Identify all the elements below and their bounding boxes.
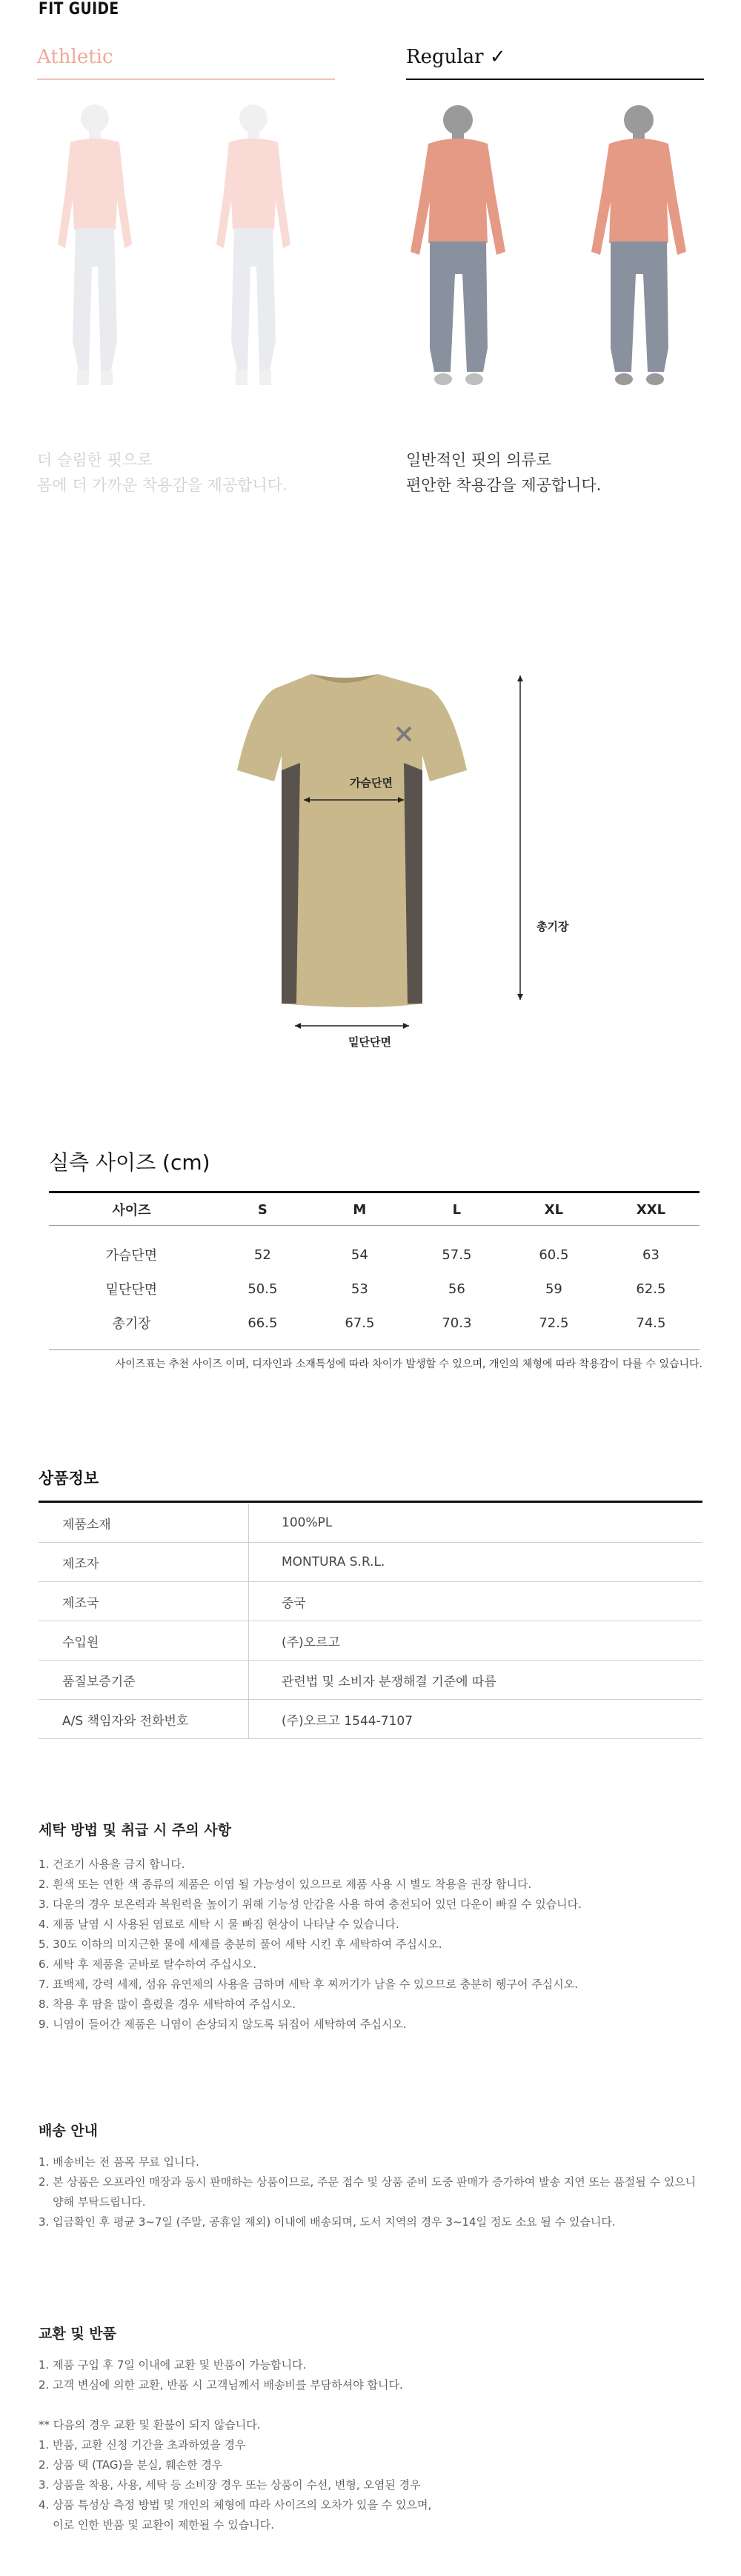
delivery-list: [39, 2152, 696, 2232]
regular-description: 일반적인 핏의 의류로 편안한 착용감을 제공합니다.: [406, 451, 602, 494]
list-item: 1. 제품 구입 후 7일 이내에 교환 및 반품이 가능합니다.: [39, 2358, 307, 2372]
fit-guide-title: FIT GUIDE: [39, 0, 119, 19]
size-header-cell: S: [257, 1201, 268, 1218]
delivery-title: 배송 안내: [39, 2123, 99, 2139]
washing-title: 세탁 방법 및 취급 시 주의 사항: [39, 1822, 231, 1838]
size-header-cell: 사이즈: [112, 1203, 151, 1218]
list-item: 3. 다운의 경우 보온력과 복원력을 높이기 위해 기능성 안감을 사용 하여 충전되어 있던 다운이 빠질 수 있습니다.: [39, 1898, 582, 1911]
table-row: 제품소재 100%PL: [39, 1504, 702, 1543]
size-chart-table: [49, 1194, 700, 1340]
list-item: 3. 상품을 착용, 사용, 세탁 등 소비장 경우 또는 상품이 수선, 변형, 오염된 경우: [39, 2478, 421, 2492]
list-item: 1. 건조기 사용을 금지 합니다.: [39, 1858, 185, 1871]
list-item: 양해 부탁드립니다.: [39, 2195, 146, 2209]
list-item: 2. 흰색 또는 연한 색 종류의 제품은 이염 될 가능성이 있으므로 제품 사용 시 별도 착용을 권장 합니다.: [39, 1878, 532, 1891]
size-chart-note: 사이즈표는 추천 사이즈 이며, 디자인과 소재특성에 따라 차이가 발생할 수 있으며, 개인의 체형에 따라 착용감이 다를 수 있습니다.: [115, 1358, 702, 1370]
size-chart-title: 실측 사이즈 (cm): [49, 1150, 210, 1175]
size-chart-top-rule: [49, 1191, 700, 1193]
list-item: 5. 30도 이하의 미지근한 물에 세제를 충분히 풀어 세탁 시킨 후 세탁하여 주십시오.: [39, 1938, 442, 1951]
regular-figure-front: [411, 105, 505, 385]
list-item: 4. 제품 날염 시 사용된 염료로 세탁 시 물 빠짐 현상이 나타날 수 있습니다.: [39, 1918, 399, 1931]
table-row: 수입원 (주)오르고: [39, 1621, 702, 1661]
size-header-cell: XXL: [636, 1201, 666, 1218]
athletic-figure-front: [58, 104, 132, 385]
athletic-fit-figures: [30, 96, 341, 415]
tab-underline-athletic: [37, 79, 335, 80]
list-item: 이로 인한 반품 및 교환이 제한될 수 있습니다.: [39, 2518, 275, 2532]
list-item: ** 다음의 경우 교환 및 환불이 되지 않습니다.: [39, 2418, 261, 2432]
list-item: 2. 본 상품은 오프라인 매장과 동시 판매하는 상품이므로, 주문 접수 및 상품 준비 도중 판매가 증가하여 발송 지연 또는 품절될 수 있으니: [39, 2175, 697, 2189]
athletic-figure-back: [216, 104, 290, 385]
athletic-description: 더 슬림한 핏으로 몸에 더 가까운 착용감을 제공합니다.: [37, 451, 288, 494]
chest-label: 가슴단면: [350, 776, 393, 790]
list-item: 7. 표백제, 강력 세제, 섬유 유연제의 사용을 금하며 세탁 후 찌꺼기가 남을 수 있으므로 충분히 헹구어 주십시오.: [39, 1978, 578, 1991]
size-chart-header-row: [49, 1194, 700, 1226]
list-item: 3. 입금확인 후 평균 3~7일 (주말, 공휴일 제외) 이내에 배송되며, 도서 지역의 경우 3~14일 정도 소요 될 수 있습니다.: [39, 2215, 616, 2229]
list-item: [39, 2395, 431, 2415]
regular-figure-back: [591, 105, 686, 385]
hem-label: 밑단단면: [348, 1035, 391, 1049]
check-icon: ✓: [489, 46, 506, 68]
tab-athletic[interactable]: [37, 46, 113, 68]
product-info-top-rule: [39, 1501, 702, 1503]
tab-underline-regular: [406, 79, 704, 80]
product-info-title: 상품정보: [39, 1469, 99, 1487]
size-chart-bottom-rule: [49, 1349, 700, 1350]
list-item: 9. 니염이 들어간 제품은 니염이 손상되지 않도록 뒤집어 세탁하여 주십시오.: [39, 2018, 407, 2031]
exchange-title: 교환 및 반품: [39, 2326, 116, 2342]
list-item: 6. 세탁 후 제품을 굳바로 탈수하여 주십시오.: [39, 1958, 257, 1971]
table-row: 총기장 66.5 67.5 70.3 72.5 74.5: [112, 1315, 666, 1332]
list-item: 1. 반품, 교환 신청 기간을 초과하였을 경우: [39, 2438, 246, 2452]
tshirt-measure-diagram: [215, 659, 548, 1044]
list-item: 2. 고객 변심에 의한 교환, 반품 시 고객님께서 배송비를 부담하셔야 합니다.: [39, 2378, 403, 2392]
washing-list: [39, 1855, 582, 2035]
list-item: 1. 배송비는 전 품목 무료 입니다.: [39, 2155, 199, 2169]
table-row: 제조자 MONTURA S.R.L.: [39, 1543, 702, 1582]
list-item: 4. 상품 특성상 측정 방법 및 개인의 체형에 따라 사이즈의 오차가 있을 수 있으며,: [39, 2498, 432, 2512]
table-row: 품질보증기준 관련법 및 소비자 분쟁해결 기준에 따름: [39, 1661, 702, 1700]
table-row: A/S 책임자와 전화번호 (주)오르고 1544-7107: [39, 1700, 702, 1739]
list-item: 8. 착용 후 땀을 많이 흘렸을 경우 세탁하여 주십시오.: [39, 1998, 296, 2011]
table-row: 가슴단면 52 54 57.5 60.5 63: [105, 1247, 659, 1264]
size-header-cell: L: [452, 1201, 462, 1218]
product-info-table: [39, 1504, 702, 1739]
table-row: 밑단단면 50.5 53 56 59 62.5: [105, 1281, 666, 1298]
tab-regular-label: Regular: [406, 46, 484, 68]
list-item: 2. 상품 택 (TAG)을 분실, 훼손한 경우: [39, 2458, 223, 2472]
exchange-list: [39, 2355, 431, 2535]
length-label: 총기장: [536, 920, 569, 933]
size-header-cell: M: [353, 1201, 367, 1218]
tab-athletic-label: Athletic: [37, 46, 113, 68]
tab-regular[interactable]: [406, 46, 506, 68]
size-header-cell: XL: [544, 1201, 564, 1218]
regular-fit-figures: [400, 96, 711, 415]
table-row: 제조국 중국: [39, 1582, 702, 1621]
